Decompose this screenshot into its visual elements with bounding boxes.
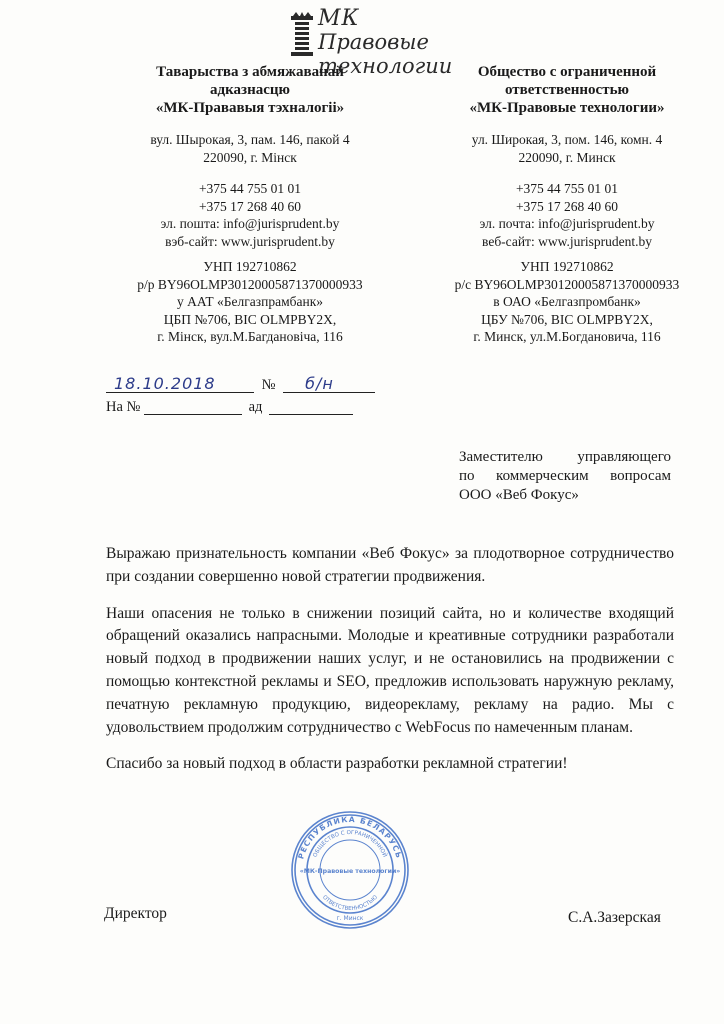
reply-number-field xyxy=(144,399,242,415)
right-bank-line: УНП 192710862 xyxy=(520,259,614,274)
addressee-block xyxy=(459,448,671,505)
right-address-line: 220090, г. Минск xyxy=(518,149,616,165)
number-label: № xyxy=(261,377,276,393)
svg-text:ОБЩЕСТВО С ОГРАНИЧЕННОЙ xyxy=(313,830,389,858)
addressee-line: Заместителю управляющего xyxy=(459,449,671,465)
stamp-ring-text: ОБЩЕСТВО С ОГРАНИЧЕННОЙ xyxy=(312,829,388,859)
company-stamp xyxy=(288,808,412,932)
svg-text:ОТВЕТСТВЕННОСТЬЮ xyxy=(321,894,379,912)
logo-line-1: МК xyxy=(318,6,360,31)
logo-line-2: Правовые технологии xyxy=(318,30,453,78)
signatory-title: Директор xyxy=(104,905,167,922)
signatory-name: С.А.Зазерская xyxy=(568,909,661,926)
left-bank-line: р/р BY96OLMP30120005871370000933 xyxy=(137,276,363,292)
reply-date-field xyxy=(269,399,353,415)
logo-emblem-icon xyxy=(287,12,317,62)
addressee-line: по коммерческим вопросам xyxy=(459,468,671,484)
left-org-line: Таварыства з абмяжаванай xyxy=(156,64,344,80)
svg-text:РЕСПУБЛИКА БЕЛАРУСЬ xyxy=(296,815,403,860)
right-org-line: «МК-Правовые технологии» xyxy=(469,100,665,116)
right-bank-line: г. Минск, ул.М.Богдановича, 116 xyxy=(473,329,661,344)
right-website: веб-сайт: www.jurisprudent.by xyxy=(482,233,652,249)
right-phone: +375 17 268 40 60 xyxy=(515,198,619,214)
body-paragraph: Выражаю признательность компании «Веб Фокус» за плодотворное сотрудничество при создании совершенно новой стратегии продвижения. xyxy=(106,545,674,585)
number-field xyxy=(283,374,375,393)
left-org-line: адказнасцю xyxy=(210,82,290,98)
left-website: вэб-сайт: www.jurisprudent.by xyxy=(165,233,335,249)
stamp-bottom-text: ОТВЕТСТВЕННОСТЬЮ xyxy=(321,894,379,913)
left-bank-line: ЦБП №706, BIC OLMPBY2X, xyxy=(163,311,337,327)
left-email: эл. пошта: info@jurisprudent.by xyxy=(160,216,340,231)
right-bank-line: ЦБУ №706, BIC OLMPBY2X, xyxy=(481,311,653,327)
handwritten-date: 18.10.2018 xyxy=(114,374,216,393)
body-paragraph: Спасибо за новый подход в области разработки рекламной стратегии! xyxy=(106,755,568,773)
reply-registration xyxy=(106,399,386,415)
left-address-line: вул. Шырокая, 3, пам. 146, пакой 4 xyxy=(150,132,350,147)
left-bank-line: УНП 192710862 xyxy=(203,259,297,274)
stamp-city-text: г. Минск xyxy=(336,915,364,922)
right-letterhead xyxy=(432,63,702,346)
date-field xyxy=(106,374,254,393)
right-bank-line: в ОАО «Белгазпромбанк» xyxy=(493,294,641,309)
left-phone: +375 44 755 01 01 xyxy=(198,181,302,196)
right-email: эл. почта: info@jurisprudent.by xyxy=(479,216,655,231)
handwritten-number: б/н xyxy=(305,374,334,393)
right-org-line: Общество с ограниченной xyxy=(477,64,657,80)
left-phone: +375 17 268 40 60 xyxy=(198,198,302,214)
stamp-center-text: «МК-Правовые технологии» xyxy=(299,868,401,875)
right-org-name xyxy=(432,63,702,117)
left-org-line: «МК-Прававыя тэхналогіі» xyxy=(155,100,345,116)
outgoing-registration xyxy=(106,374,386,393)
reply-date-label: ад xyxy=(248,399,263,415)
right-org-line: ответственностью xyxy=(505,82,629,98)
right-address-line: ул. Широкая, 3, пом. 146, комн. 4 xyxy=(471,132,663,147)
left-org-name xyxy=(100,63,400,117)
left-bank-line: г. Мінск, вул.М.Багдановіча, 116 xyxy=(157,329,343,344)
right-bank-line: р/с BY96OLMP30120005871370000933 xyxy=(454,276,680,292)
stamp-outer-text: РЕСПУБЛИКА БЕЛАРУСЬ xyxy=(296,814,404,861)
left-address-line: 220090, г. Мінск xyxy=(203,149,297,165)
left-bank-line: у ААТ «Белгазпрамбанк» xyxy=(176,294,324,309)
letter-body xyxy=(106,543,674,790)
addressee-line: ООО «Веб Фокус» xyxy=(459,487,579,503)
right-phone: +375 44 755 01 01 xyxy=(515,181,619,196)
body-paragraph: Наши опасения не только в снижении позиций сайта, но и количестве входящий обращений оказались напрасными. Молодые и креативные сотрудники разработали новый подход в продвижении наших услуг, и не остановились на продвижении с помощью контекстной рекламы и SEO, предложив использовать наружную рекламу, печатную рекламную продукцию, видеорекламу, рекламу на радио. Мы с удовольствием продолжим сотрудничество с WebFocus по намеченным планам. xyxy=(106,604,674,736)
left-letterhead xyxy=(100,63,400,346)
reply-number-label: На № xyxy=(106,399,141,415)
